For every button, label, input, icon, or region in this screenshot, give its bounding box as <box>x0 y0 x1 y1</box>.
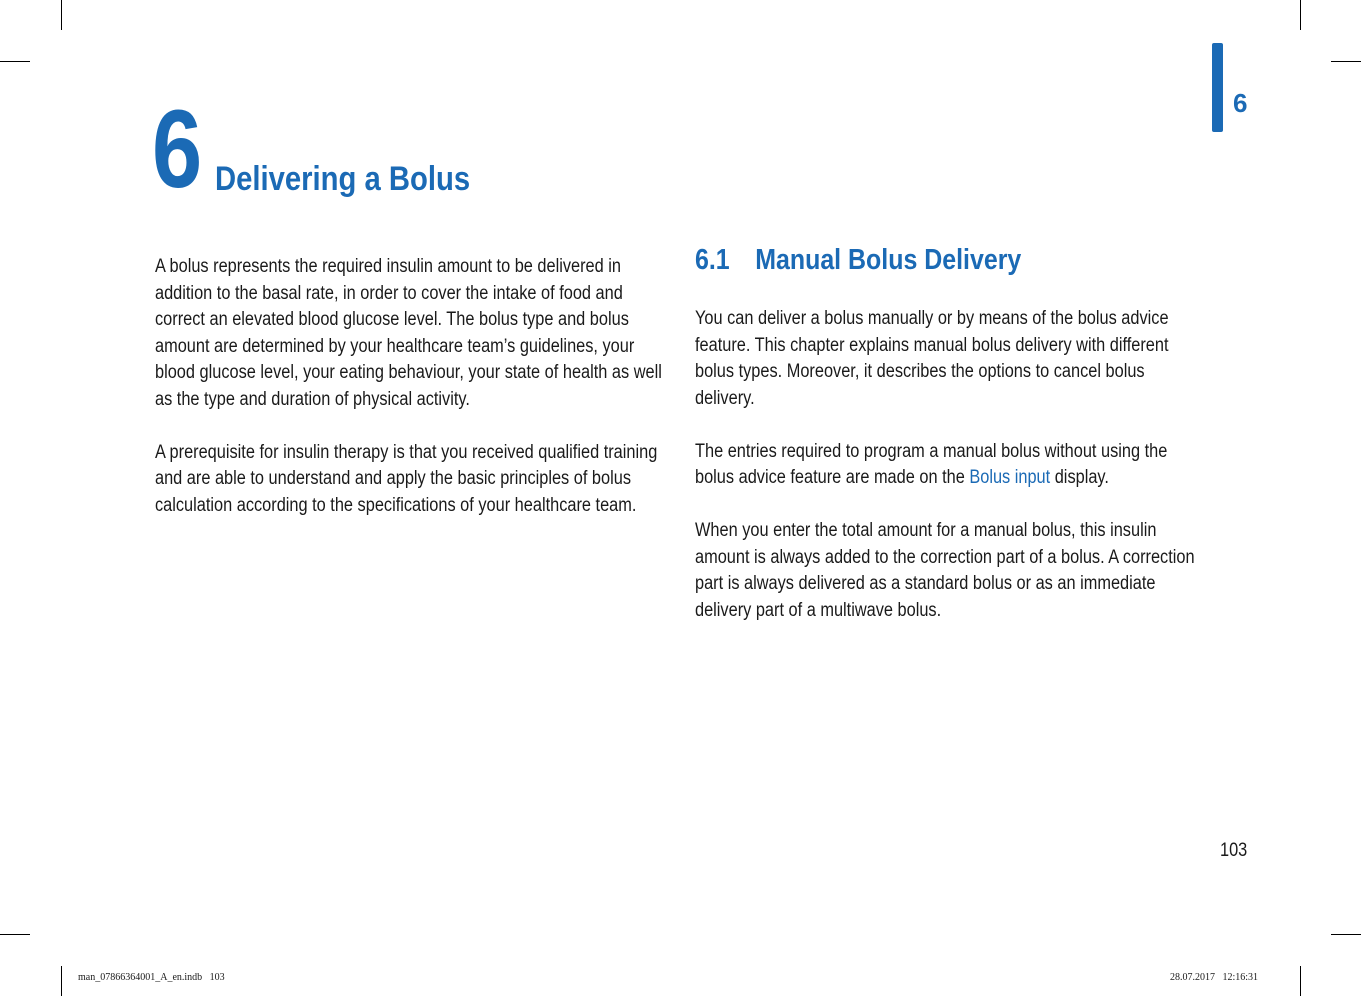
bolus-input-display-reference: Bolus input <box>969 467 1051 488</box>
manual-bolus-paragraph: You can deliver a bolus manually or by means of the bolus advice feature. This chapter explains manual bolus delivery with different bolus types. Moreover, it describes the options to cancel bolus delivery. <box>695 308 1169 409</box>
correction-part-paragraph: When you enter the total amount for a manual bolus, this insulin amount is always added to the correction part of a bolus. A correction part is always delivered as a standard bolus or as an immediate delivery part of a multiwave bolus. <box>695 520 1195 621</box>
crop-mark <box>1300 966 1301 996</box>
print-slug-right: 28.07.2017 12:16:31 <box>1170 972 1259 983</box>
left-column <box>155 254 665 546</box>
crop-mark <box>0 934 30 935</box>
crop-mark <box>61 0 62 30</box>
section-title: Manual Bolus Delivery <box>755 244 1022 276</box>
crop-mark <box>1331 61 1361 62</box>
bolus-input-text-after: display. <box>1050 467 1109 488</box>
intro-paragraph: A bolus represents the required insulin amount to be delivered in addition to the basal rate, in order to cover the intake of food and correct an elevated blood glucose level. The bolus type and bolus amount are determined by your healthcare team’s guidelines, your blood glucose level, your eating behaviour, your state of health as well as the type and duration of physical activity. <box>155 256 662 410</box>
chapter-tab-bar <box>1212 43 1223 132</box>
crop-mark <box>1331 934 1361 935</box>
crop-mark <box>61 966 62 996</box>
print-slug-left: man_07866364001_A_en.indb 103 <box>78 972 225 983</box>
bolus-input-paragraph <box>695 439 1202 492</box>
page-number: 103 <box>1220 840 1248 861</box>
crop-mark <box>1300 0 1301 30</box>
crop-mark <box>0 61 30 62</box>
prerequisite-paragraph: A prerequisite for insulin therapy is that you received qualified training and are able to understand and apply the basic principles of bolus calculation according to the specifications of your healthcare team. <box>155 441 658 516</box>
section-number: 6.1 <box>695 244 730 276</box>
chapter-tab-number: 6 <box>1233 88 1247 118</box>
section-heading <box>695 244 1021 277</box>
chapter-number: 6 <box>152 88 199 211</box>
right-column <box>695 306 1205 651</box>
chapter-title: Delivering a Bolus <box>215 160 471 198</box>
bolus-input-text-before: The entries required to program a manual bolus without using the bolus advice feature are made on the <box>695 440 1168 488</box>
